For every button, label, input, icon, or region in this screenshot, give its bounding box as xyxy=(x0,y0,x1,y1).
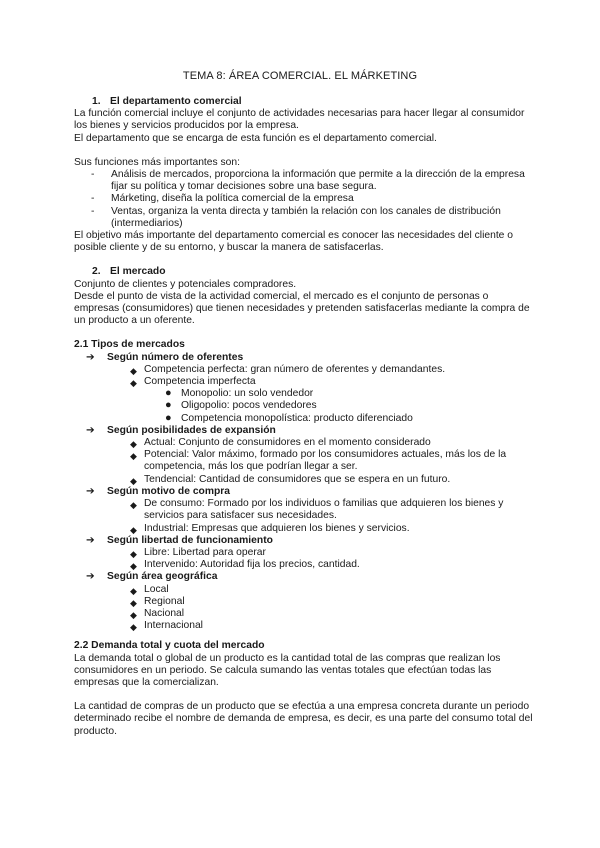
market-type-subitem: ● Monopolio: un solo vendedor xyxy=(165,387,314,400)
diamond-bullet-icon: ◆ xyxy=(130,548,137,559)
diamond-bullet-icon: ◆ xyxy=(130,561,137,572)
document-body xyxy=(74,96,534,738)
function-item: - Ventas, organiza la venta directa y también la relación con los canales de distribución (intermediarios) xyxy=(91,205,501,229)
dot-bullet-icon: ● xyxy=(165,411,172,424)
function-item: - Análisis de mercados, proporciona la información que permite a la dirección de la empresa fijar su política y tomar decisiones sobre una base segura. xyxy=(91,169,525,193)
market-type-item: ◆ Nacional xyxy=(130,607,185,620)
section-2-heading xyxy=(74,266,534,278)
section-1-paragraph: El departamento que se encarga de esta función es el departamento comercial. xyxy=(74,132,437,144)
diamond-bullet-icon: ◆ xyxy=(130,451,137,462)
market-type-group: ➔ Según número de oferentes xyxy=(86,351,244,363)
market-type-item: ◆ Libre: Libertad para operar xyxy=(130,546,266,559)
document-title: TEMA 8: ÁREA COMERCIAL. EL MÁRKETING xyxy=(182,70,418,82)
section-2-1-heading: 2.1 Tipos de mercados xyxy=(74,339,185,351)
arrow-right-icon: ➔ xyxy=(86,534,95,546)
dash-bullet-icon: - xyxy=(91,205,95,217)
diamond-bullet-icon: ◆ xyxy=(130,500,137,511)
dash-bullet-icon: - xyxy=(91,193,95,205)
function-item: - Márketing, diseña la política comercial de la empresa xyxy=(91,193,354,205)
market-type-item: ◆ Competencia imperfecta xyxy=(130,376,256,389)
section-2-2-paragraph: La demanda total o global de un producto es la cantidad total de las compras que realizan los consumidores en un periodo. Se calcula sumando las ventas totales que efectúan todas las empresas que la comercializan. xyxy=(74,652,501,688)
section-1-number: 1. xyxy=(92,96,101,107)
market-type-item: ◆ Competencia perfecta: gran número de oferentes y demandantes. xyxy=(130,363,446,376)
diamond-bullet-icon: ◆ xyxy=(130,378,137,389)
diamond-bullet-icon: ◆ xyxy=(130,597,137,608)
market-type-subitem: ● Oligopolio: pocos vendedores xyxy=(165,399,317,412)
market-type-item: ◆ Intervenido: Autoridad fija los precios, cantidad. xyxy=(130,559,360,572)
market-type-group: ➔ Según libertad de funcionamiento xyxy=(86,534,273,546)
functions-intro: Sus funciones más importantes son: xyxy=(74,156,240,168)
market-type-item: ◆ Tendencial: Cantidad de consumidores que se espera en un futuro. xyxy=(130,473,451,486)
arrow-right-icon: ➔ xyxy=(86,485,95,497)
section-1-title: El departamento comercial xyxy=(110,96,242,107)
objective-paragraph: El objetivo más importante del departamento comercial es conocer las necesidades del cliente o posible cliente y de su entorno, y buscar la manera de satisfacerlas. xyxy=(74,230,514,254)
market-type-group: ➔ Según posibilidades de expansión xyxy=(86,424,276,436)
section-1-heading xyxy=(74,96,534,108)
dot-bullet-icon: ● xyxy=(165,387,172,400)
market-type-item: ◆ Internacional xyxy=(130,620,203,633)
section-2-paragraph: Conjunto de clientes y potenciales compradores. xyxy=(74,278,297,290)
market-type-item: ◆ Potencial: Valor máximo, formado por los consumidores actuales, más los de la competencia, más los que podrían llegar a ser. xyxy=(130,449,507,473)
market-type-item: ◆ Actual: Conjunto de consumidores en el momento considerado xyxy=(130,437,431,450)
market-type-group: ➔ Según motivo de compra xyxy=(86,485,231,497)
diamond-bullet-icon: ◆ xyxy=(130,585,137,596)
diamond-bullet-icon: ◆ xyxy=(130,524,137,535)
diamond-bullet-icon: ◆ xyxy=(130,622,137,633)
dash-bullet-icon: - xyxy=(91,169,95,181)
market-type-subitem: ● Competencia monopolística: producto diferenciado xyxy=(165,411,413,424)
diamond-bullet-icon: ◆ xyxy=(130,439,137,450)
diamond-bullet-icon: ◆ xyxy=(130,365,137,376)
market-type-group: ➔ Según área geográfica xyxy=(86,571,218,583)
market-type-item: ◆ Industrial: Empresas que adquieren los bienes y servicios. xyxy=(130,522,410,535)
market-type-item: ◆ De consumo: Formado por los individuos o familias que adquieren los bienes y servicios para satisfacer sus necesidades. xyxy=(130,498,504,522)
section-2-number: 2. xyxy=(92,266,101,278)
diamond-bullet-icon: ◆ xyxy=(130,475,137,486)
arrow-right-icon: ➔ xyxy=(86,351,95,363)
section-2-2-paragraph: La cantidad de compras de un producto que se efectúa a una empresa concreta durante un periodo determinado recibe el nombre de demanda de empresa, es decir, es una parte del consumo total del producto. xyxy=(74,701,533,737)
section-2-title: El mercado xyxy=(110,266,166,278)
arrow-right-icon: ➔ xyxy=(86,571,95,583)
section-2-2-heading: 2.2 Demanda total y cuota del mercado xyxy=(74,640,265,652)
market-type-item: ◆ Local xyxy=(130,583,169,596)
section-2-paragraph: Desde el punto de vista de la actividad comercial, el mercado es el conjunto de personas o empresas (consumidores) que tienen necesidades y pretenden satisfacerlas mediante la compra de un producto a un oferente. xyxy=(74,290,530,327)
dot-bullet-icon: ● xyxy=(165,399,172,412)
market-type-item: ◆ Regional xyxy=(130,595,185,608)
diamond-bullet-icon: ◆ xyxy=(130,609,137,620)
arrow-right-icon: ➔ xyxy=(86,424,95,436)
section-1-paragraph: La función comercial incluye el conjunto de actividades necesarias para hacer llegar al consumidor los bienes y servicios producidos por la empresa. xyxy=(74,108,525,132)
